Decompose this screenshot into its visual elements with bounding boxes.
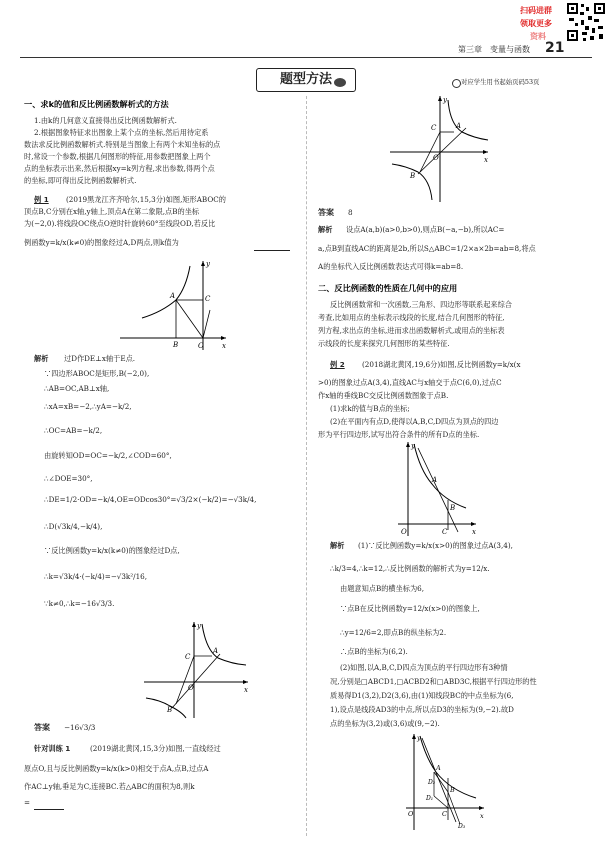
svg-text:y: y: [443, 96, 447, 104]
qr-code-icon[interactable]: [566, 2, 606, 42]
solution-2-line: ∵点B在反比例函数y=12/x(x>0)的图象上,: [340, 604, 480, 613]
solution-line: ∴DE=1/2·OD=−k/4,OE=ODcos30°=√3/2×(−k/2)=−√3k/4,: [44, 495, 257, 504]
figure-example-1: [118, 258, 228, 353]
svg-text:x: x: [472, 528, 476, 536]
banner-deco-icon: [334, 78, 346, 87]
example-2-line: 形为平行四边形,试写出符合条件的所有D点的坐标.: [318, 430, 480, 439]
section-2-line: 示线段的长度来探究几何图形的某些特征.: [318, 339, 450, 348]
solution-line: ∴OC=AB=−k/2,: [44, 426, 103, 435]
example-1-line: 为(−2,0).将线段OC绕点O逆时针旋转60°至线段OD,若反比: [24, 219, 216, 228]
solution-line: 过D作DE⊥x轴于E点.: [64, 354, 136, 363]
figure-training-1: [142, 620, 252, 720]
solution-line: ∴k=√3k/4·(−k/4)=−√3k²/16,: [44, 572, 148, 581]
svg-text:B: B: [173, 341, 179, 349]
solution-label: 解析: [318, 225, 333, 234]
svg-text:y: y: [411, 442, 415, 450]
solution-2-line: 1),设点是线段AD3的中点,所以点D3的坐标为(9,−2).故D: [330, 705, 514, 714]
example-2-line: (2)在平面内有点D,使得以A,B,C,D四点为顶点的四边: [330, 417, 499, 426]
solution-line: ∴AB=OC,AB⊥x轴,: [44, 384, 110, 393]
training-line: 作AC⊥y轴,垂足为C,连接BC.若△ABC的面积为8,则k: [24, 782, 195, 791]
svg-text:D₂: D₂: [428, 779, 436, 786]
page-number: 21: [545, 40, 565, 56]
answer-label: 答案: [318, 208, 334, 217]
training-line: 原点O,且与反比例函数y=k/x(k>0)相交于点A,点B,过点A: [24, 764, 209, 773]
page-title: 题型方法: [279, 72, 332, 87]
corner-text-2: 领取更多: [520, 19, 552, 28]
note-icon: [452, 79, 461, 88]
answer-value: −16√3/3: [64, 723, 96, 732]
solution-2-line: ∴y=12/6=2,即点B的纵坐标为2.: [340, 628, 447, 637]
solution-line: ∵k≠0,∴k=−16√3/3.: [44, 599, 115, 608]
svg-text:B: B: [450, 504, 456, 512]
answer-blank: [254, 242, 290, 251]
solution-line: ∵反比例函数y=k/x(k≠0)的图象经过D点,: [44, 546, 180, 555]
section-2-line: 列方程,求出点的坐标,进而求出函数解析式,或用点的坐标表: [318, 326, 505, 335]
svg-text:C: C: [442, 528, 448, 536]
method-2-line: 的坐标,即可得出反比例函数解析式.: [24, 176, 137, 185]
svg-text:y: y: [197, 622, 201, 630]
answer-value: 8: [348, 208, 353, 217]
solution-2-line: ∴点B的坐标为(6,2).: [340, 647, 408, 656]
corner-text-1: 扫码进群: [520, 6, 552, 15]
figure-training-solution: [388, 94, 492, 204]
solution-line: ∴∠DOE=30°,: [44, 474, 93, 483]
chapter-title: 第三章 变量与函数: [458, 45, 530, 54]
svg-text:x: x: [222, 342, 226, 350]
solution-2-line: 由题意知点B的横坐标为6,: [340, 584, 425, 593]
solution-line: 设点A(a,b)(a>0,b>0),则点B(−a,−b),所以AC=: [346, 225, 505, 234]
example-1-line: 顶点B,C分别在x轴,y轴上,顶点A在第二象限,点B的坐标: [24, 207, 200, 216]
svg-text:A: A: [456, 122, 462, 130]
svg-text:A: A: [436, 764, 441, 772]
section-2-line: 反比例函数常和一次函数,三角形、四边形等联系起来综合: [330, 300, 512, 309]
svg-text:C: C: [431, 124, 437, 132]
method-2-line: 数法求反比例函数解析式.特别是当图象上有两个未知坐标的点: [24, 140, 221, 149]
svg-text:A: A: [170, 292, 176, 300]
example-2-line: 作x轴的垂线BC交反比例函数图象于点B.: [318, 391, 449, 400]
page-ref-note: 对应学生用书起始页码53页: [461, 78, 540, 86]
svg-text:O: O: [188, 684, 194, 692]
svg-text:C: C: [442, 810, 447, 818]
svg-text:O: O: [198, 342, 204, 350]
answer-blank: [34, 801, 64, 810]
example-2-line: (1)求k的值与B点的坐标;: [330, 404, 410, 413]
svg-text:B: B: [167, 706, 173, 714]
training-line: =: [24, 798, 31, 807]
section-2-line: 考查,比如用点的坐标表示线段的长度,结合几何图形的特征,: [318, 313, 505, 322]
example-1-line: 例函数y=k/x(k≠0)的图象经过A,D两点,则k值为: [24, 238, 179, 247]
solution-line: ∵四边形ABOC是矩形,B(−2,0),: [44, 369, 150, 378]
example-1-line: (2019黑龙江齐齐哈尔,15,3分)如图,矩形ABOC的: [66, 195, 226, 204]
solution-line: ∴D(√3k/4,−k/4),: [44, 522, 103, 531]
solution-2-line: 质易得D1(3,2),D2(3,6),由(1)知线段BC的中点坐标为(6,: [330, 691, 514, 700]
training-label: 针对训练 1: [34, 744, 71, 753]
svg-text:O: O: [401, 528, 407, 536]
training-line: (2019湖北黄冈,15,3分)如图,一直线经过: [90, 744, 221, 753]
svg-text:B: B: [410, 172, 416, 180]
svg-text:x: x: [244, 686, 248, 694]
svg-text:y: y: [206, 260, 210, 268]
solution-2-line: 况,分别是□ABCD1,□ACBD2和□ABD3C,根据平行四边形的性: [330, 677, 537, 686]
example-2-label: 例 2: [330, 360, 345, 369]
solution-2-line: (1)∵反比例函数y=k/x(x>0)的图象过点A(3,4),: [358, 541, 513, 550]
figure-example-2: [396, 440, 478, 538]
svg-text:D₁: D₁: [426, 795, 434, 802]
column-divider: [306, 96, 307, 836]
method-2-line: 2.根据图象特征求出图象上某个点的坐标,然后用待定系: [34, 128, 209, 137]
svg-text:O: O: [433, 154, 439, 162]
svg-text:x: x: [484, 156, 488, 164]
svg-text:B: B: [450, 786, 455, 794]
solution-label: 解析: [330, 541, 345, 550]
solution-line: 由旋转知OD=OC=−k/2,∠COD=60°,: [44, 451, 172, 460]
answer-label: 答案: [34, 723, 50, 732]
svg-text:C: C: [205, 295, 211, 303]
method-1: 1.由k的几何意义直接得出反比例函数解析式.: [34, 116, 177, 125]
svg-text:A: A: [213, 647, 219, 655]
header-rule: [20, 57, 592, 58]
method-2-line: 点的坐标表示出来,然后根据xy=k列方程,求出参数,得两个点: [24, 164, 215, 173]
solution-2-line: (2)如图,以A,B,C,D四点为顶点的平行四边形有3种情: [340, 663, 508, 672]
figure-example-2-solution: [404, 732, 486, 832]
svg-text:A: A: [432, 476, 438, 484]
section-2-heading: 二、反比例函数的性质在几何中的应用: [318, 283, 458, 293]
section-1-heading: 一、求k的值和反比例函数解析式的方法: [24, 99, 169, 109]
example-2-line: >0)的图象过点A(3,4),直线AC与x轴交于点C(6,0),过点C: [318, 378, 502, 387]
example-2-line: (2018湖北黄冈,19,6分)如图,反比例函数y=k/x(x: [362, 360, 521, 369]
example-1-label: 例 1: [34, 195, 49, 204]
corner-text-3: 资料: [530, 32, 546, 41]
svg-text:C: C: [185, 653, 191, 661]
method-2-line: 时,常设一个参数,根据几何图形的特征,用参数把图象上两个: [24, 152, 211, 161]
svg-text:x: x: [480, 812, 484, 820]
svg-text:O: O: [408, 810, 414, 818]
svg-text:y: y: [417, 734, 421, 742]
solution-line: A的坐标代入反比例函数表达式可得k=ab=8.: [318, 262, 464, 271]
solution-line: ∴xA=xB=−2,∴yA=−k/2,: [44, 402, 132, 411]
solution-2-line: ∴k/3=4,∴k=12,∴反比例函数的解析式为y=12/x.: [330, 564, 490, 573]
svg-text:D₃: D₃: [458, 823, 466, 830]
solution-label: 解析: [34, 354, 49, 363]
solution-line: a,点B到直线AC的距离是2b,所以S△ABC=1/2×a×2b=ab=8,将点: [318, 244, 536, 253]
solution-2-line: 点的坐标为(3,2)或(3,6)或(9,−2).: [330, 719, 440, 728]
